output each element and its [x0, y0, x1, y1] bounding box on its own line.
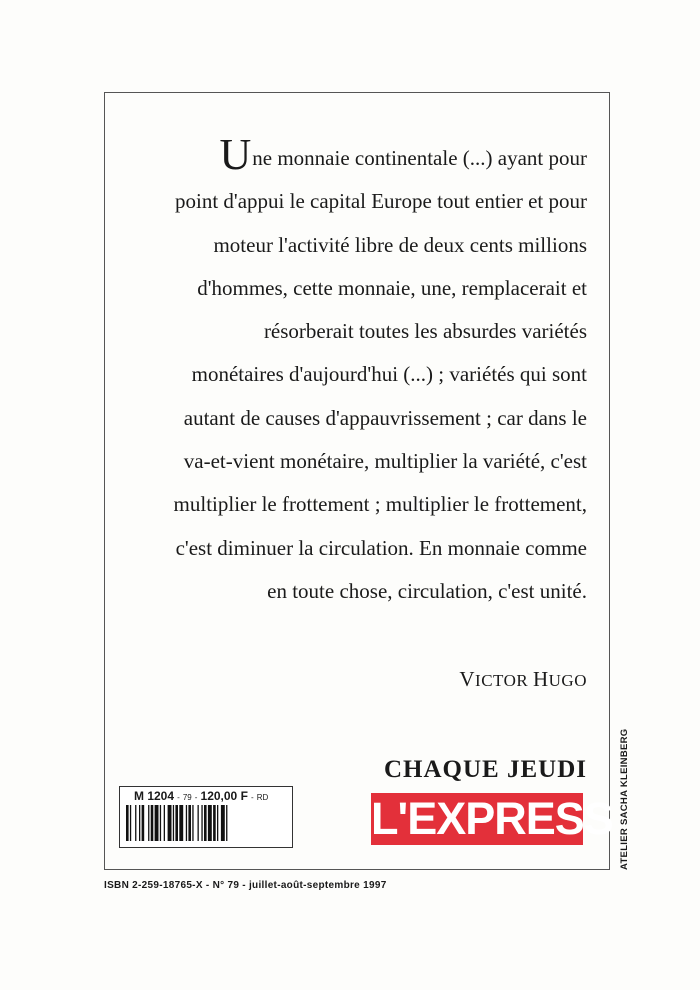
quote-line: en toute chose, circulation, c'est unité.: [267, 578, 587, 603]
quote-line: résorberait toutes les absurdes variétés: [263, 319, 587, 344]
quote-line: autant de causes d'appauvrissement ; car dans le: [183, 405, 587, 430]
quote-line: moteur l'activité libre de deux cents millions: [213, 232, 587, 257]
promo-tagline: CHAQUE JEUDI: [384, 756, 587, 783]
quote-block: [117, 130, 587, 613]
quote-line: c'est diminuer la circulation. En monnaie comme: [175, 535, 587, 560]
barcode-label: [119, 786, 293, 848]
back-cover-frame: [104, 92, 613, 870]
lexpress-logo: L'EXPRESS: [371, 793, 613, 844]
quote-line: multiplier le frottement ; multiplier le frottement,: [173, 492, 587, 517]
quote-line: va-et-vient monétaire, multiplier la variété, c'est: [183, 449, 587, 474]
quote-author: VICTOR HUGO: [459, 667, 587, 691]
barcode-bars: [126, 805, 286, 841]
quote-line: d'hommes, cette monnaie, une, remplacerait et: [197, 275, 587, 300]
barcode-caption: M 1204 - 79 - 120,00 F - RD: [134, 789, 269, 803]
isbn-line: ISBN 2-259-18765-X - N° 79 - juillet-août-septembre 1997: [104, 880, 387, 891]
side-credit: ATELIER SACHA KLEINBERG: [619, 728, 630, 870]
quote-line: monétaires d'aujourd'hui (...) ; variétés qui sont: [191, 362, 587, 387]
quote-line: Une monnaie continentale (...) ayant pour: [219, 130, 587, 179]
drop-cap: U: [219, 130, 252, 179]
quote-line: point d'appui le capital Europe tout entier et pour: [175, 189, 587, 214]
